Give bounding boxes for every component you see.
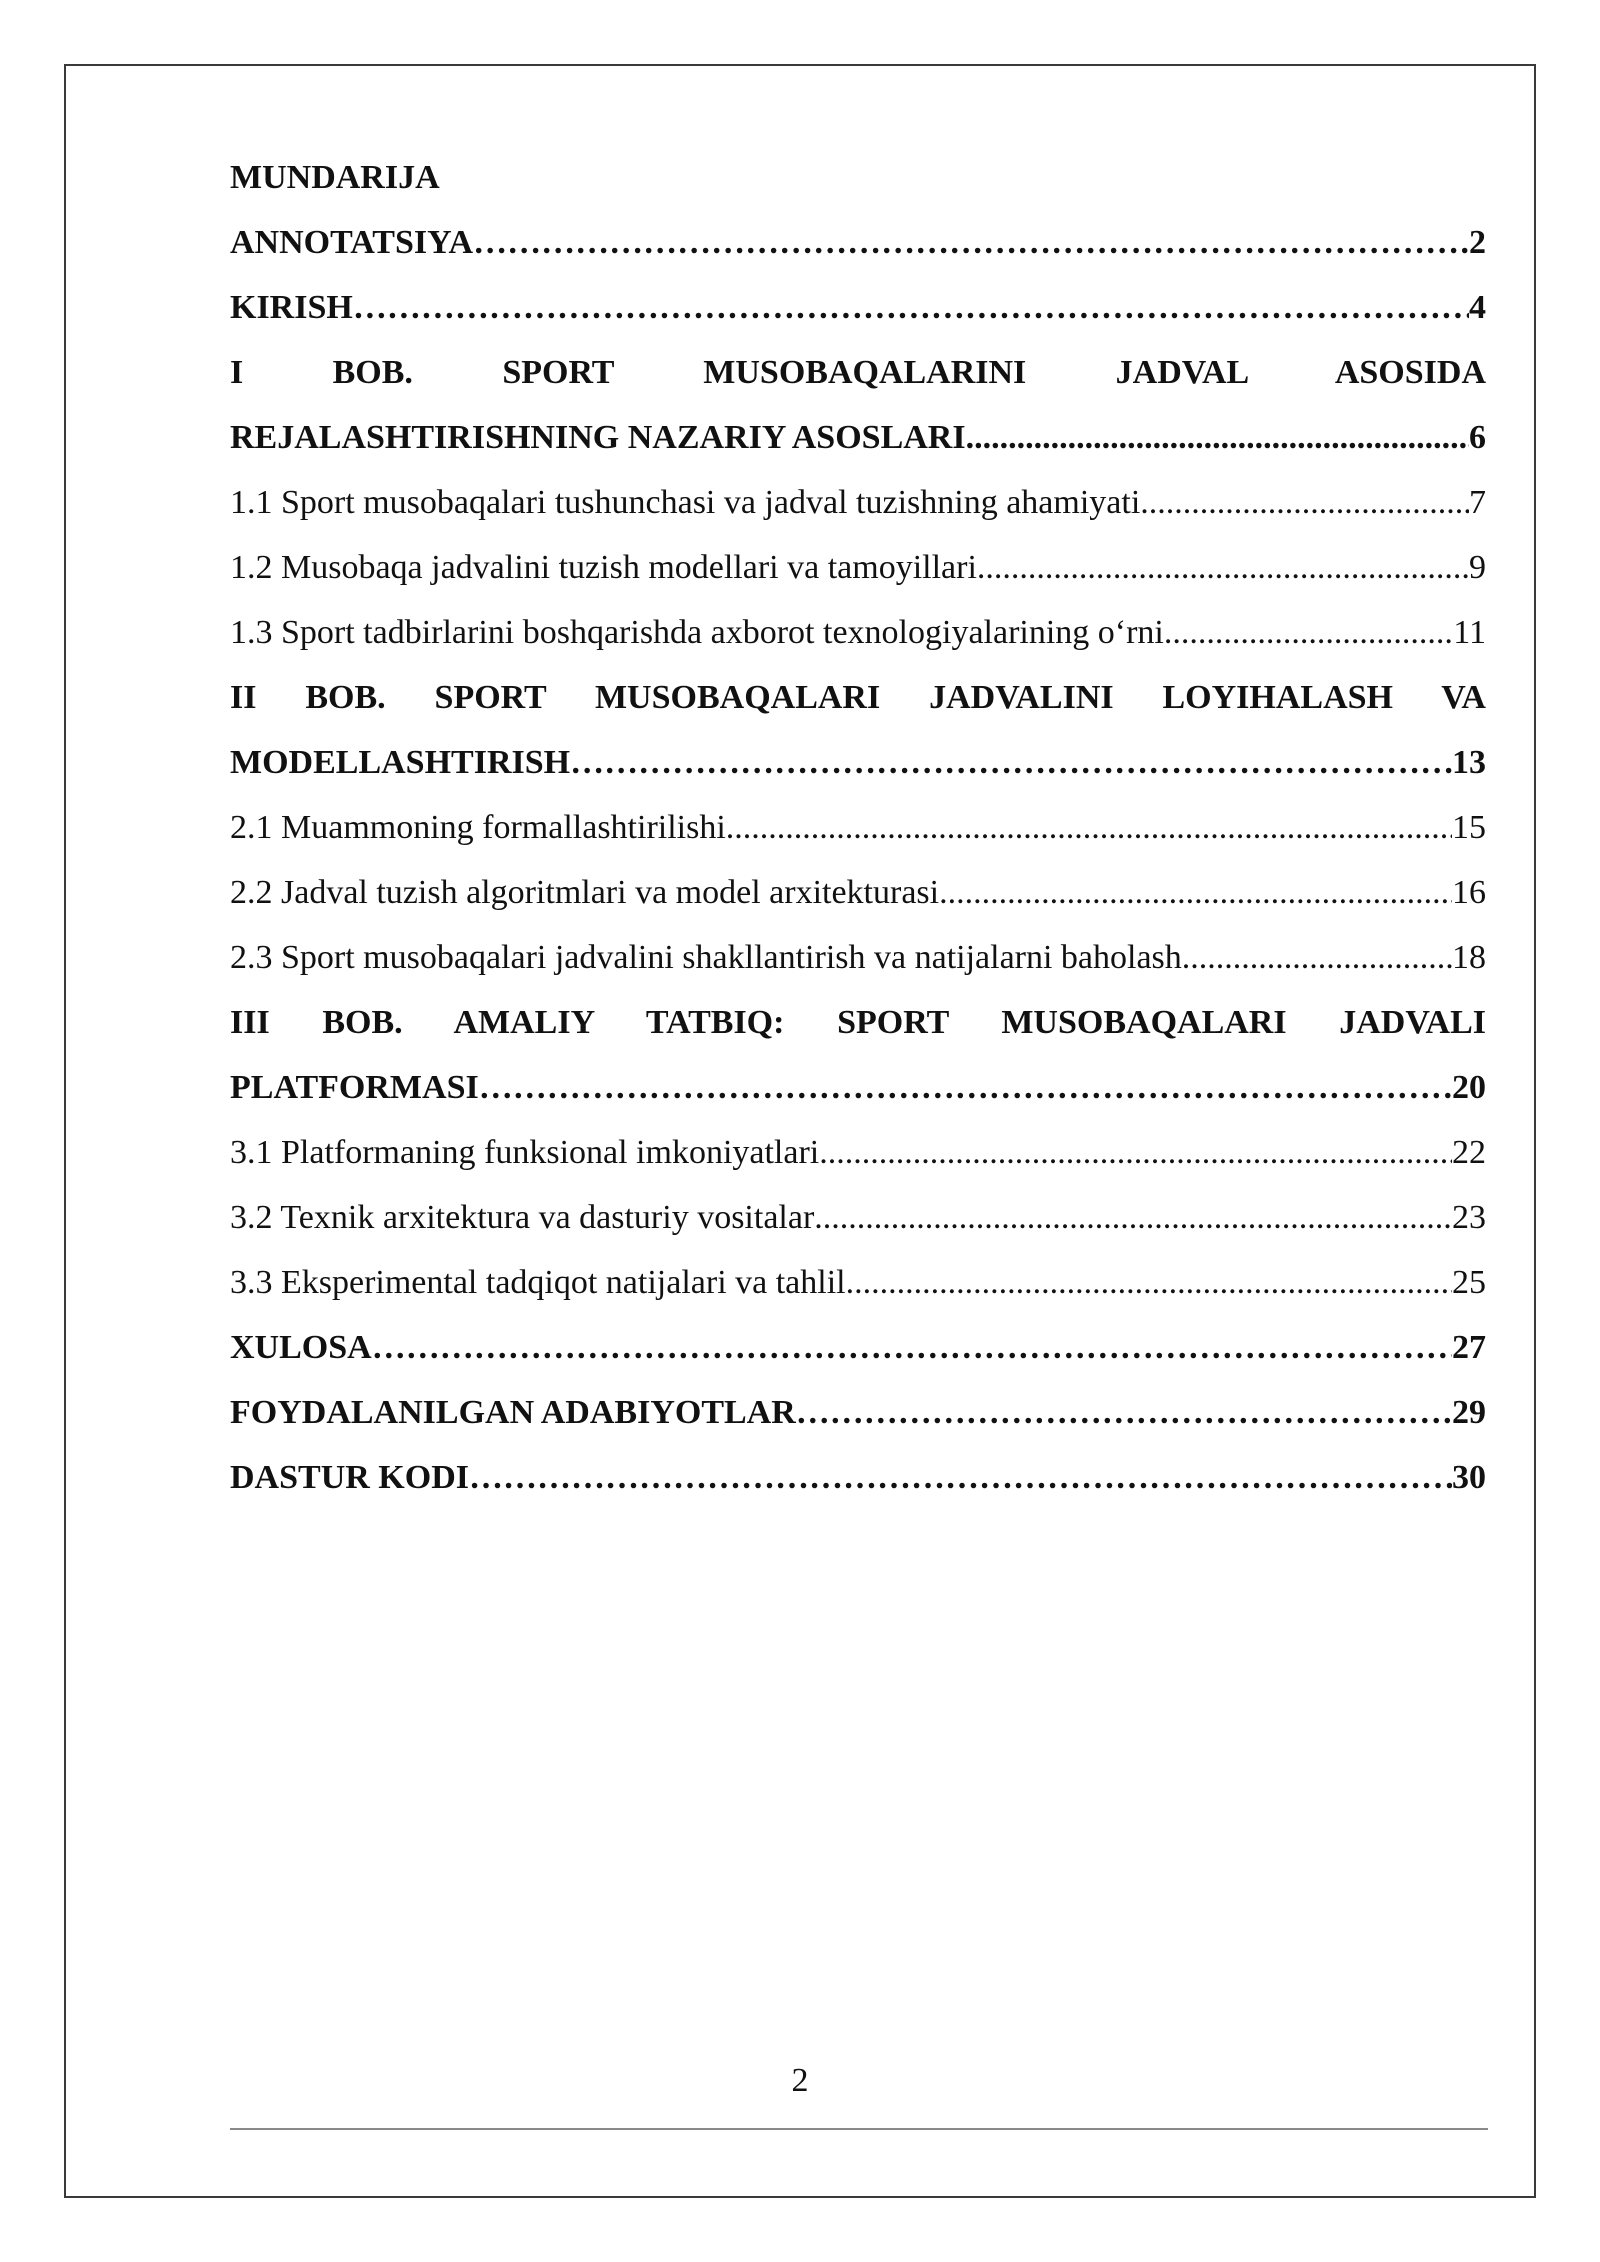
dot-leader — [1140, 470, 1469, 535]
dot-leader — [819, 1120, 1452, 1185]
toc-entry-3-2[interactable] — [230, 1185, 1486, 1250]
toc-entry-label: 3.1 Platformaning funksional imkoniyatlari — [230, 1134, 820, 1171]
toc-entry-page: 20 — [1452, 1069, 1486, 1106]
dot-leader — [977, 535, 1469, 600]
toc-entry-label: FOYDALANILGAN ADABIYOTLAR — [230, 1394, 796, 1431]
toc-entry-3-1[interactable] — [230, 1120, 1486, 1185]
dot-leader — [473, 210, 1469, 275]
toc-chapter-line — [230, 730, 1486, 795]
toc-entry-page: 22 — [1452, 1134, 1486, 1171]
dot-leader — [469, 1445, 1452, 1510]
toc-entry-label: 2.1 Muammoning formallashtirilishi — [230, 809, 726, 846]
dot-leader — [814, 1185, 1452, 1250]
toc-entry-page: 23 — [1452, 1199, 1486, 1236]
toc-entry-label: 1.1 Sport musobaqalari tushunchasi va jadval tuzishning ahamiyati — [230, 484, 1141, 521]
toc-entry-label: 1.3 Sport tadbirlarini boshqarishda axborot texnologiyalarining o‘rni — [230, 614, 1164, 651]
toc-entry-3-3[interactable] — [230, 1250, 1486, 1315]
toc-entry-label: 2.3 Sport musobaqalari jadvalini shakllantirish va natijalarni baholash — [230, 939, 1182, 976]
toc-entry-page: 7 — [1469, 484, 1486, 521]
toc-entry-label: REJALASHTIRISHNING NAZARIY ASOSLARI — [230, 419, 966, 456]
toc-entry-label: 3.2 Texnik arxitektura va dasturiy vositalar — [230, 1199, 815, 1236]
table-of-contents — [230, 145, 1486, 1510]
dot-leader — [570, 730, 1452, 795]
toc-entry-1-3[interactable] — [230, 600, 1486, 665]
toc-entry-xulosa[interactable] — [230, 1315, 1486, 1380]
toc-entry-page: 9 — [1469, 549, 1486, 586]
toc-entry-annotatsiya[interactable] — [230, 210, 1486, 275]
dot-leader — [1164, 600, 1453, 665]
toc-entry-label: PLATFORMASI — [230, 1069, 479, 1106]
toc-entry-page: 11 — [1453, 614, 1486, 651]
toc-entry-1-2[interactable] — [230, 535, 1486, 600]
toc-entry-1-1[interactable] — [230, 470, 1486, 535]
toc-chapter-3[interactable] — [230, 990, 1486, 1120]
toc-entry-label: XULOSA — [230, 1329, 372, 1366]
toc-entry-2-3[interactable] — [230, 925, 1486, 990]
toc-entry-label: DASTUR KODI — [230, 1459, 469, 1496]
dot-leader — [966, 405, 1469, 470]
toc-chapter-heading: I BOB. SPORT MUSOBAQALARINI JADVAL ASOSIDA — [230, 354, 1486, 391]
toc-entry-label: KIRISH — [230, 289, 353, 326]
dot-leader — [353, 275, 1469, 340]
toc-chapter-line — [230, 405, 1486, 470]
toc-entry-2-2[interactable] — [230, 860, 1486, 925]
toc-chapter-heading: III BOB. AMALIY TATBIQ: SPORT MUSOBAQALARI JADVALI — [230, 1004, 1486, 1041]
dot-leader — [372, 1315, 1452, 1380]
toc-chapter-line — [230, 1055, 1486, 1120]
toc-entry-label: 1.2 Musobaqa jadvalini tuzish modellari va tamoyillari — [230, 549, 977, 586]
toc-entry-label: 2.2 Jadval tuzish algoritmlari va model arxitekturasi — [230, 874, 940, 911]
toc-entry-page: 25 — [1452, 1264, 1486, 1301]
dot-leader — [1182, 925, 1452, 990]
dot-leader — [796, 1380, 1452, 1445]
toc-chapter-2[interactable] — [230, 665, 1486, 795]
toc-entry-page: 2 — [1469, 224, 1486, 261]
dot-leader — [939, 860, 1452, 925]
dot-leader — [479, 1055, 1452, 1120]
toc-entry-kirish[interactable] — [230, 275, 1486, 340]
dot-leader — [846, 1250, 1452, 1315]
toc-entry-page: 30 — [1452, 1459, 1486, 1496]
page-number: 2 — [791, 2062, 809, 2099]
toc-title: MUNDARIJA — [230, 159, 440, 196]
toc-chapter-heading: II BOB. SPORT MUSOBAQALARI JADVALINI LOYIHALASH VA — [230, 679, 1486, 716]
toc-entry-dastur-kodi[interactable] — [230, 1445, 1486, 1510]
toc-entry-page: 29 — [1452, 1394, 1486, 1431]
toc-entry-adabiyotlar[interactable] — [230, 1380, 1486, 1445]
footer-divider — [230, 2128, 1488, 2130]
toc-entry-page: 6 — [1469, 419, 1486, 456]
toc-entry-page: 15 — [1452, 809, 1486, 846]
toc-entry-page: 13 — [1452, 744, 1486, 781]
toc-entry-page: 18 — [1452, 939, 1486, 976]
toc-chapter-1[interactable] — [230, 340, 1486, 470]
toc-entry-2-1[interactable] — [230, 795, 1486, 860]
toc-entry-page: 27 — [1452, 1329, 1486, 1366]
toc-entry-label: MODELLASHTIRISH — [230, 744, 571, 781]
dot-leader — [726, 795, 1452, 860]
toc-entry-label: 3.3 Eksperimental tadqiqot natijalari va tahlil — [230, 1264, 846, 1301]
toc-entry-page: 4 — [1469, 289, 1486, 326]
toc-entry-label: ANNOTATSIYA — [230, 224, 474, 261]
toc-entry-page: 16 — [1452, 874, 1486, 911]
